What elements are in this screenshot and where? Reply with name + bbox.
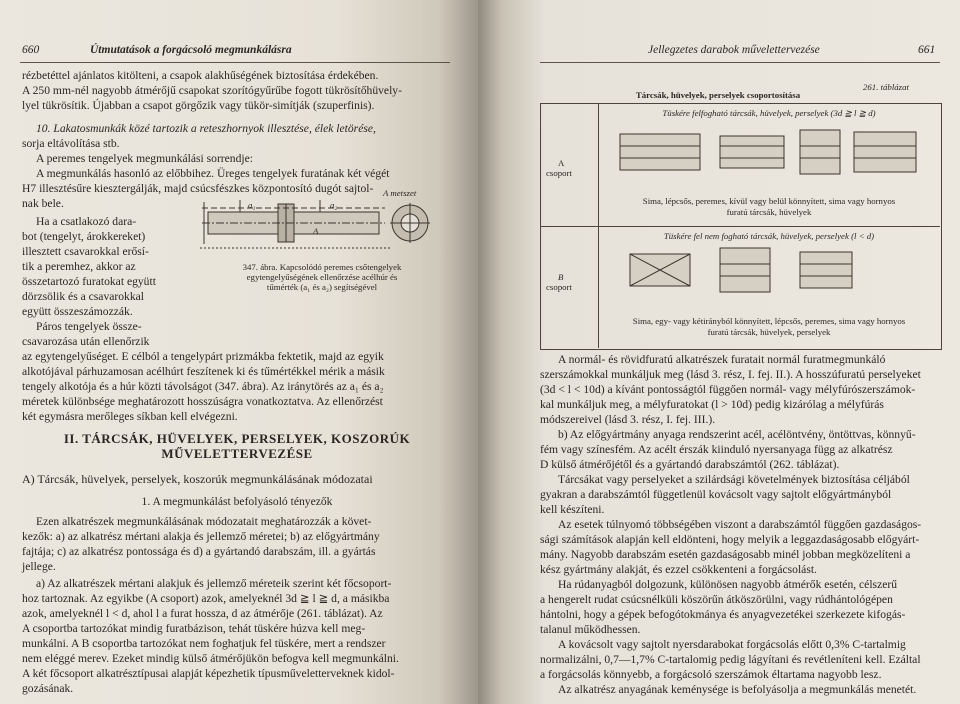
header-rule-right: [540, 62, 940, 63]
group-b-label: B: [558, 272, 564, 282]
group-a-row2-title: Tüskére fel nem fogható tárcsák, hüvelyek, perselyek (l < d): [663, 231, 875, 241]
text-line: A 250 mm-nél nagyobb átmérőjű csapokat szorítógyűrűbe fogott tükrösítőhüvely-: [22, 84, 402, 97]
text-line: Tárcsákat vagy perselyeket a szilárdsági követelmények biztosítása céljából: [558, 473, 910, 486]
right-page: [478, 0, 960, 704]
text-line: méretek különbsége meghatározott hosszúságra vonatkoztatva. Az ellenőrzést: [22, 395, 383, 408]
group-b-drawings: [628, 246, 918, 294]
text-line: sorja eltávolítása stb.: [22, 137, 120, 150]
group-a-drawings: [618, 126, 928, 178]
text-line: normalizálni, 0,7—1,7% C-tartalomig pedig lágyítani és revétleníteni kell. Ezáltal: [540, 653, 921, 666]
text-line: kezők: a) az alkatrész mértani alakja és jellemző méretei; b) az előgyártmány: [22, 530, 380, 543]
subsection-heading: A) Tárcsák, hüvelyek, perselyek, koszorúk megmunkálásának módozatai: [22, 472, 373, 486]
text-line: gyakran a darabszámtól függetlenül kovácsolt vagy sajtolt előgyártmányból: [540, 488, 892, 501]
text-line: csavarozása után ellenőrzik: [22, 335, 150, 348]
text-line: munkálni. A B csoportba tartozókat nem foghatjuk fel tüskére, mert a rendszer: [22, 637, 386, 650]
group-a-label: A: [558, 158, 565, 168]
group-a-desc-1: Sima, lépcsős, peremes, kívül vagy belül könnyített, sima vagy hornyos: [642, 196, 896, 206]
text-line: kész gyártmány alakját, és ezzel csökkenteni a forgácsolást.: [540, 563, 817, 576]
text-line: A két főcsoport alkatrésztípusai alapját képezhetik típusműveletterveknek kidol-: [22, 667, 395, 680]
text-line: mány. Nagyobb darabszám esetén gazdaságosabb minél jobban megközelíteni a: [540, 548, 911, 561]
text-line: nak bele.: [22, 197, 64, 210]
figure-label-a: A: [313, 226, 319, 236]
section-title-2: MŰVELETTERVEZÉSE: [161, 446, 313, 461]
figure-caption-1: 347. ábra. Kapcsolódó peremes csőtengelyek: [242, 262, 402, 272]
running-head-left: Útmutatások a forgácsoló megmunkálásra: [90, 44, 292, 56]
figure-label-a2: a₂: [330, 200, 338, 210]
header-rule-left: [20, 62, 450, 63]
text-line: összetartozó furatokat együtt: [22, 275, 156, 288]
text-line: A csoportba tartozókat mindig furatbázison, tehát tüskére húzva kell meg-: [22, 622, 366, 635]
text-line: A kovácsolt vagy sajtolt nyersdarabokat forgácsolás előtt 0,3% C-tartalmig: [558, 638, 906, 651]
left-page: [0, 0, 478, 704]
text-line: a forgácsolás könnyebb, a forgácsoló szerszámok éltartama nagyobb lesz.: [540, 668, 882, 681]
text-line: két egymásra merőleges síkban kell elvégezni.: [22, 410, 238, 423]
text-line: A peremes tengelyek megmunkálási sorrendje:: [36, 152, 253, 165]
shaft-figure: [200, 198, 440, 260]
text-line: dörzsölik és a csavarokkal: [22, 290, 145, 303]
text-line: hántolni, hogy a gépek befogótokmánya és anyagvezetékei szerkezete kifogás-: [540, 608, 906, 621]
text-line: nem eléggé merev. Ezeket mindig külső átmérőjükön befogva kell megmunkálni.: [22, 652, 399, 665]
text-line: hoz tartoznak. Az egyikbe (A csoport) azok, amelyeknél 3d ≧ l ≧ d, a másikba: [22, 592, 390, 605]
group-a-desc-2: furatú tárcsák, hüvelyek: [726, 207, 812, 217]
text-line: Az alkatrész anyagának keménysége is befolyásolja a megmunkálás menetét.: [558, 683, 917, 696]
text-line: lyel tükrösítik. Újabban a csapot görgőzik vagy tükör-simítják (szuperfinis).: [22, 99, 375, 112]
text-line: rézbetéttel ajánlatos kitölteni, a csapok alakhűségének biztosítása érdekében.: [22, 69, 379, 82]
text-line: Páros tengelyek össze-: [36, 320, 142, 333]
running-head-right: Jellegzetes darabok művelettervezése: [648, 44, 820, 56]
group-b-word: csoport: [546, 282, 572, 292]
table-number: 261. táblázat: [863, 82, 909, 92]
text-line: fajtája; c) az alkatrész pontossága és d) a gyártandó darabszám, ill. a gyártás: [22, 545, 376, 558]
table-divider: [540, 226, 940, 227]
page-number-right: 661: [918, 44, 936, 56]
text-line: A normál- és rövidfuratú alkatrészek furatait normál furatmegmunkáló: [558, 353, 886, 366]
group-a-row-title: Tüskére felfogható tárcsák, hüvelyek, perselyek (3d ≧ l ≧ d): [662, 108, 876, 118]
figure-label-a1: a₁: [248, 200, 256, 210]
figure-label-metszet: A metszet: [383, 188, 417, 198]
group-a-word: csoport: [546, 168, 572, 178]
text-line: tengely alkotója és a húr közti távolságot (347. ábra). Az iránytörés az a₁ és a₂: [22, 380, 384, 393]
text-line: tik a peremhez, akkor az: [22, 260, 136, 273]
group-b-desc-1: Sima, egy- vagy kétirányból könnyített, lépcsős, peremes, sima vagy hornyos: [632, 316, 906, 326]
text-line: Ha rúdanyagból dolgozunk, különösen nagyobb átmérők esetén, célszerű: [558, 578, 898, 591]
text-line: (3d < l < 10d) a kívánt pontosságtól függően normál- vagy mélyfúrószerszámok-: [540, 383, 916, 396]
text-line: Ezen alkatrészek megmunkálásának módozatait meghatározzák a követ-: [36, 515, 372, 528]
text-line: talanul működhessen.: [540, 623, 641, 636]
text-line: a hengerelt rudat csúcsnélküli köszörűn átköszörülni, vagy rúdhántológépen: [540, 593, 893, 606]
section-title-1: II. TÁRCSÁK, HÜVELYEK, PERSELYEK, KOSZORÚK: [63, 431, 411, 446]
text-line: sági számítások alapján kell eldönteni, hogy melyik a leggazdaságosabb előgyárt-: [540, 533, 920, 546]
text-line: Ha a csatlakozó dara-: [36, 215, 137, 228]
page-number-left: 660: [22, 44, 40, 56]
text-line: a) Az alkatrészek mértani alakjuk és jellemző méreteik szerint két főcsoport-: [36, 577, 392, 590]
text-line: alkotójával párhuzamosan acélhúrt feszítenek ki és tűmértékkel mérik a másik: [22, 365, 385, 378]
text-line: gozásának.: [22, 682, 74, 695]
text-line: Az esetek túlnyomó többségében viszont a darabszámtól függően gazdaságos-: [558, 518, 922, 531]
text-line: jellege.: [22, 560, 56, 573]
subsubsection-heading: 1. A megmunkálást befolyásoló tényezők: [141, 495, 333, 508]
text-line: az egytengelyűséget. E célból a tengelypárt prizmákba fektetik, majd az egyik: [22, 350, 384, 363]
text-line: D külső átmérőjétől és a gyártandó darabszámtól (262. táblázat).: [540, 458, 840, 471]
text-line: azok, amelyeknél l < d, ahol l a furat hossza, d az átmérője (261. táblázat). Az: [22, 607, 383, 620]
text-line: 10. Lakatosmunkák közé tartozik a reteszhornyok illesztése, élek letörése,: [36, 122, 376, 135]
table-title: Tárcsák, hüvelyek, perselyek csoportosítása: [635, 90, 801, 100]
figure-caption-2: egytengelyűségének ellenőrzése acélhúr és: [246, 272, 398, 282]
text-line: módszereivel (lásd 3. rész, I. fej. III.).: [540, 413, 716, 426]
text-line: b) Az előgyártmány anyaga rendszerint acél, acélöntvény, öntöttvas, könnyű-: [558, 428, 916, 441]
text-line: A megmunkálás hasonló az előbbihez. Üreges tengelyek furatának két végét: [36, 167, 390, 180]
text-line: szerszámokkal munkáljuk meg (lásd 3. rész, I. fej. II.). A hosszúfuratú perselyeket: [540, 368, 921, 381]
text-line: kal munkáljuk meg, a mélyfuratokat (l > 10d) pedig kizárólag a mélyfúrás: [540, 398, 884, 411]
text-line: fém vagy színesfém. Az acélt érszák kiinduló nyersanyaga függ az alkatrész: [540, 443, 893, 456]
figure-caption-3: tűmérték (a₁ és a₂) segítségével: [266, 282, 378, 292]
text-line: bot (tengelyt, árokkereket): [22, 230, 146, 243]
text-line: kell készíteni.: [540, 503, 605, 516]
text-line: illesztett csavarokkal erősí-: [22, 245, 149, 258]
group-b-desc-2: furatú tárcsák, hüvelyek, perselyek: [707, 327, 831, 337]
text-line: H7 illesztésűre kiesztergálják, majd csúcsfészkes központosító dugót sajtol-: [22, 182, 374, 195]
text-line: együtt összeszámozzák.: [22, 305, 133, 318]
